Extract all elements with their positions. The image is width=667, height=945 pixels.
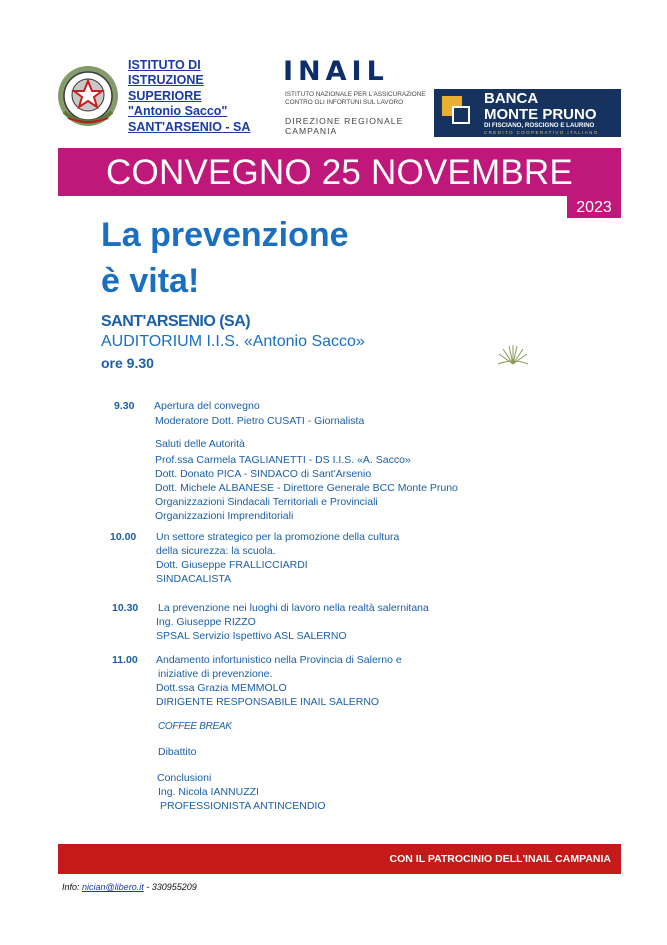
year-label: 2023 (576, 199, 612, 216)
contact-info (62, 882, 197, 892)
school-line: ISTRUZIONE (128, 73, 204, 88)
program-line: DIRIGENTE RESPONSABILE INAIL SALERNO (156, 696, 380, 708)
program-time: 10.00 (110, 531, 137, 543)
decorative-flourish-icon (495, 344, 531, 366)
inail-subtitle-line: ISTITUTO NAZIONALE PER L'ASSICURAZIONE (285, 91, 426, 98)
debate-label: Dibattito (158, 746, 197, 758)
program-line: Dott. Donato PICA - SINDACO di Sant'Arsenio (155, 468, 372, 480)
program-time: 10.30 (112, 602, 139, 614)
venue-city: SANT'ARSENIO (SA) (101, 313, 251, 330)
start-time: ore 9.30 (101, 355, 154, 371)
bank-mark-icon (442, 96, 470, 124)
bank-name (484, 91, 597, 122)
inail-logo: INAIL (283, 56, 389, 87)
bank-name-line: MONTE PRUNO (484, 105, 597, 123)
email-link[interactable]: nician@libero.it (82, 882, 144, 892)
program-line: Moderatore Dott. Pietro CUSATI - Giornalista (155, 415, 365, 427)
phone-number: - 330955209 (146, 882, 197, 892)
patronage-text: CON IL PATROCINIO DELL'INAIL CAMPANIA (389, 853, 611, 865)
inail-direction (285, 116, 403, 137)
program-time: 9.30 (114, 400, 135, 412)
program-line: Un settore strategico per la promozione della cultura (156, 531, 400, 543)
program-line: Dott. Giuseppe FRALLICCIARDI (156, 559, 308, 571)
program-line: Dott. Michele ALBANESE - Direttore Generale BCC Monte Pruno (155, 482, 458, 494)
headline-line-1: La prevenzione (101, 216, 349, 254)
school-line: "Antonio Sacco" (128, 104, 228, 119)
bank-subtitle: DI FISCIANO, ROSCIGNO E LAURINO (484, 122, 595, 129)
program-line: SPSAL Servizio Ispettivo ASL SALERNO (156, 630, 347, 642)
program-line: SINDACALISTA (156, 573, 232, 585)
program-line: Apertura del convegno (154, 400, 260, 412)
inail-direction-line: CAMPANIA (285, 126, 338, 137)
italian-republic-emblem-icon (54, 62, 122, 130)
program-line: Conclusioni (157, 772, 212, 784)
program-time: 11.00 (112, 654, 138, 666)
program-line: PROFESSIONISTA ANTINCENDIO (160, 800, 326, 812)
program-line: Ing. Nicola IANNUZZI (158, 786, 259, 798)
program-line: Saluti delle Autorità (155, 438, 245, 450)
program-line: Prof.ssa Carmela TAGLIANETTI - DS I.I.S. «A. Sacco» (155, 454, 411, 466)
program-line: La prevenzione nei luoghi di lavoro nella realtà salernitana (158, 602, 429, 614)
inail-subtitle (285, 91, 426, 106)
coffee-break-label: COFFEE BREAK (158, 721, 232, 732)
school-line: SANT'ARSENIO - SA (128, 119, 251, 134)
program-line: Ing. Giuseppe RIZZO (156, 616, 256, 628)
info-label: Info: (62, 882, 80, 892)
program-line: Organizzazioni Sindacali Territoriali e Provinciali (155, 496, 378, 508)
inail-subtitle-line: CONTRO GLI INFORTUNI SUL LAVORO (285, 98, 404, 106)
banner-title: CONVEGNO 25 NOVEMBRE (106, 153, 573, 192)
headline-line-2: è vita! (101, 262, 200, 300)
bank-tagline: CREDITO COOPERATIVO ITALIANO (484, 130, 599, 135)
venue-auditorium: AUDITORIUM I.I.S. «Antonio Sacco» (101, 333, 365, 350)
inail-direction-line: DIREZIONE REGIONALE (285, 116, 404, 126)
school-line: SUPERIORE (128, 88, 202, 103)
school-name[interactable] (128, 58, 250, 135)
program-line: Dott.ssa Grazia MEMMOLO (156, 682, 287, 694)
school-line: ISTITUTO DI (128, 58, 201, 72)
program-line: Andamento infortunistico nella Provincia di Salerno e (156, 654, 402, 666)
program-line: Organizzazioni Imprenditoriali (155, 510, 294, 522)
program-line: iniziative di prevenzione. (158, 668, 273, 680)
bank-name-line: BANCA (484, 90, 539, 107)
program-line: della sicurezza: la scuola. (156, 545, 276, 557)
